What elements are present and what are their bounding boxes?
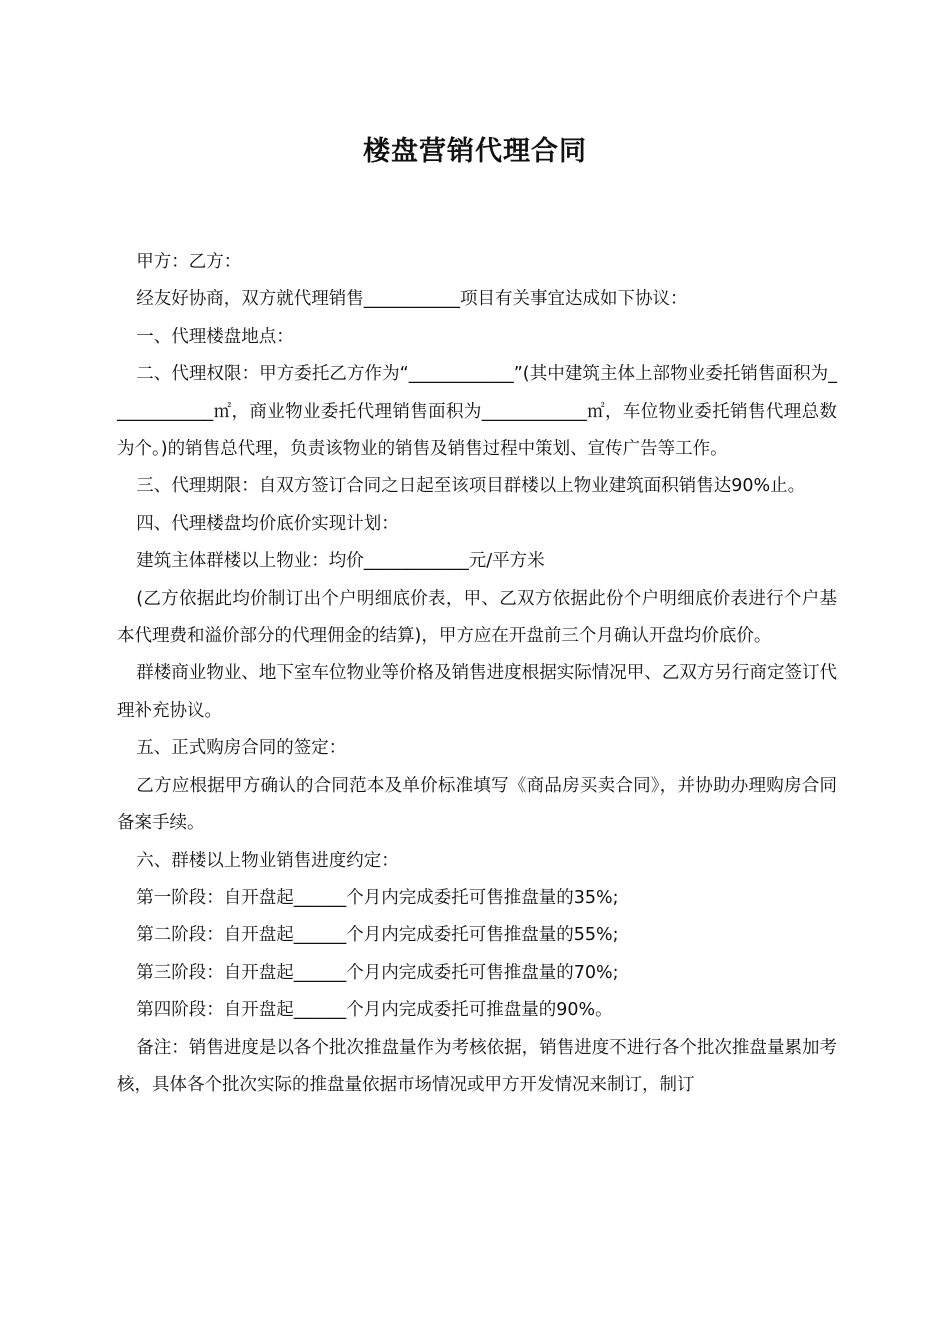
paragraph-contract-signing: 五、正式购房合同的签定：: [136, 738, 347, 759]
paragraph-parties: 甲方：乙方：: [136, 252, 242, 272]
paragraph-stage-4: 第四阶段：自开盘起______个月内完成委托可推盘量的90%。: [136, 1000, 613, 1021]
paragraph-sales-progress: 六、群楼以上物业销售进度约定：: [136, 850, 399, 871]
paragraph-intro: 经友好协商，双方就代理销售___________项目有关事宜达成如下协议：: [136, 289, 688, 310]
paragraph-stage-3: 第三阶段：自开盘起______个月内完成委托可售推盘量的70%;: [136, 962, 619, 983]
document-body: [117, 244, 837, 1104]
paragraph-authority: 二、代理权限：甲方委托乙方作为“____________”(其中建筑主体上部物业委托销售面积为____________㎡，商业物业委托代理销售面积为____________㎡，车位物业委托销售代理总数为个。)的销售总代理，负责该物业的销售及销售过程中策划、宣传广告等工作。: [117, 364, 837, 460]
paragraph-term: 三、代理期限：自双方签订合同之日起至该项目群楼以上物业建筑面积销售达90%止。: [136, 476, 806, 497]
paragraph-commercial-pricing: 群楼商业物业、地下室车位物业等价格及销售进度根据实际情况甲、乙双方另行商定签订代理补充协议。: [117, 663, 837, 721]
paragraph-remark: 备注：销售进度是以各个批次推盘量作为考核依据，销售进度不进行各个批次推盘量累加考核，具体各个批次实际的推盘量依据市场情况或甲方开发情况来制订，制订: [117, 1037, 837, 1095]
paragraph-average-price: 建筑主体群楼以上物业：均价____________元/平方米: [136, 551, 545, 572]
paragraph-contract-filing: 乙方应根据甲方确认的合同范本及单价标准填写《商品房买卖合同》，并协助办理购房合同备案手续。: [117, 775, 837, 834]
document-title: 楼盘营销代理合同: [363, 136, 587, 167]
paragraph-price-plan: 四、代理楼盘均价底价实现计划：: [136, 513, 399, 534]
paragraph-stage-1: 第一阶段：自开盘起______个月内完成委托可售推盘量的35%;: [136, 887, 619, 908]
paragraph-stage-2: 第二阶段：自开盘起______个月内完成委托可售推盘量的55%;: [136, 925, 619, 946]
paragraph-price-table: (乙方依据此均价制订出个户明细底价表，甲、乙双方依据此份个户明细底价表进行个户基本代理费和溢价部分的代理佣金的结算)，甲方应在开盘前三个月确认开盘均价底价。: [117, 588, 837, 647]
paragraph-location: 一、代理楼盘地点：: [136, 326, 294, 347]
